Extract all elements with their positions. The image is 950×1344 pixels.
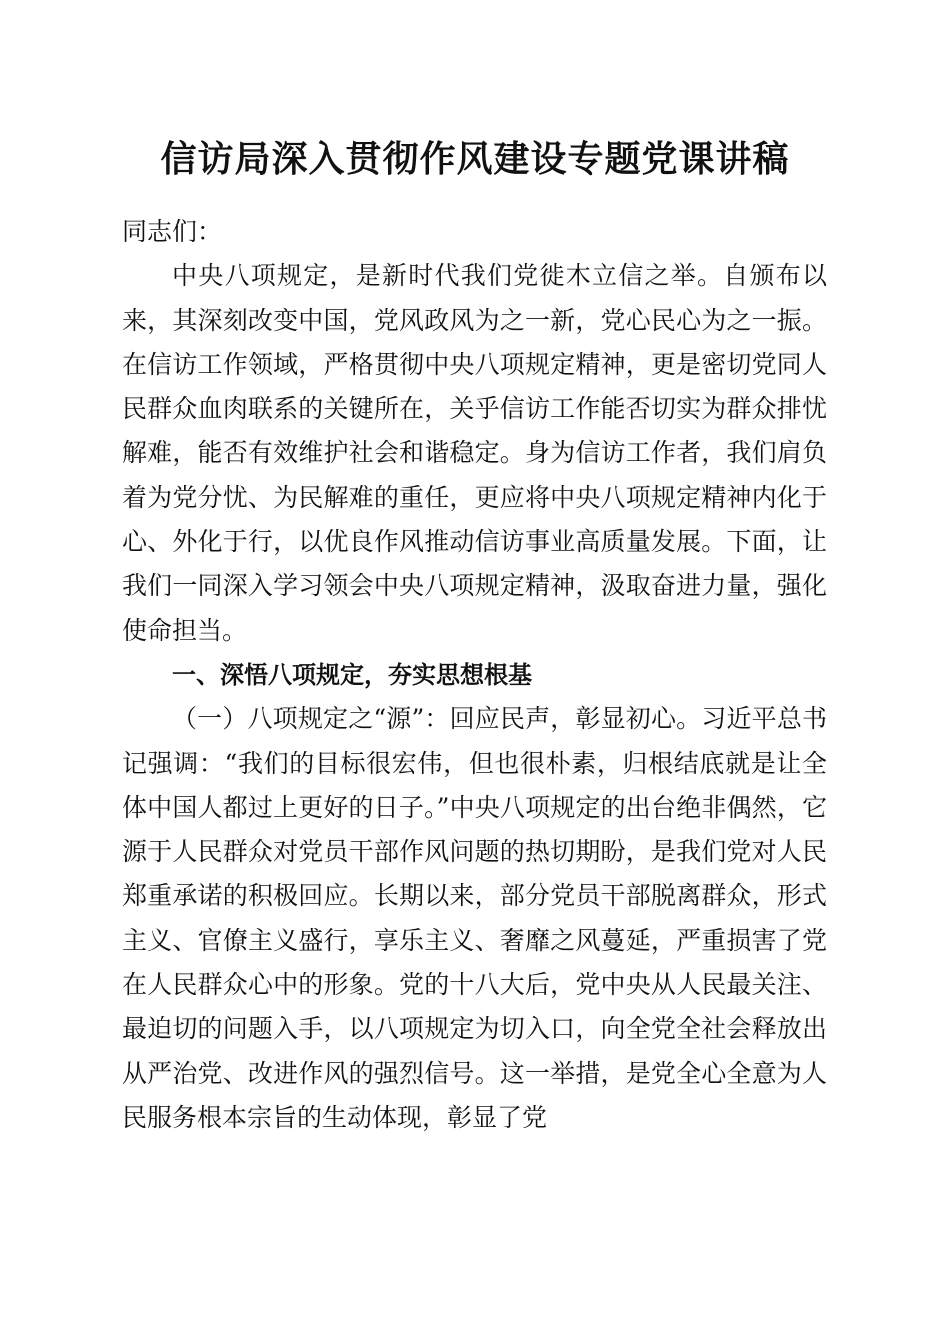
document-title: 信访局深入贯彻作风建设专题党课讲稿 [160,138,790,180]
intro-paragraph: 中央八项规定，是新时代我们党徙木立信之举。自颁布以来，其深刻改变中国，党风政风为之一新，党心民心为之一振。在信访工作领域，严格贯彻中央八项规定精神，更是密切党同人民群众血肉联系的关键所在，关乎信访工作能否切实为群众排忧解难，能否有效维护社会和谐稳定。身为信访工作者，我们肩负着为党分忧、为民解难的重任，更应将中央八项规定精神内化于心、外化于行，以优良作风推动信访事业高质量发展。下面，让我们一同深入学习领会中央八项规定精神，汲取奋进力量，强化使命担当。 [122,261,827,645]
section-1-paragraph-1: （一）八项规定之“源”：回应民声，彰显初心。习近平总书记强调：“我们的目标很宏伟，但也很朴素，归根结底就是让全体中国人都过上更好的日子。”中央八项规定的出台绝非偶然，它源于人民群众对党员干部作风问题的热切期盼，是我们党对人民郑重承诺的积极回应。长期以来，部分党员干部脱离群众，形式主义、官僚主义盛行，享乐主义、奢靡之风蔓延，严重损害了党在人民群众心中的形象。党的十八大后，党中央从人民最关注、最迫切的问题入手，以八项规定为切入口，向全党全社会释放出从严治党、改进作风的强烈信号。这一举措，是党全心全意为人民服务根本宗旨的生动体现，彰显了党 [122,704,827,1132]
section-heading-1: 一、深悟八项规定，夯实思想根基 [172,660,532,689]
document-body [122,210,827,1140]
salutation: 同志们： [122,217,223,246]
